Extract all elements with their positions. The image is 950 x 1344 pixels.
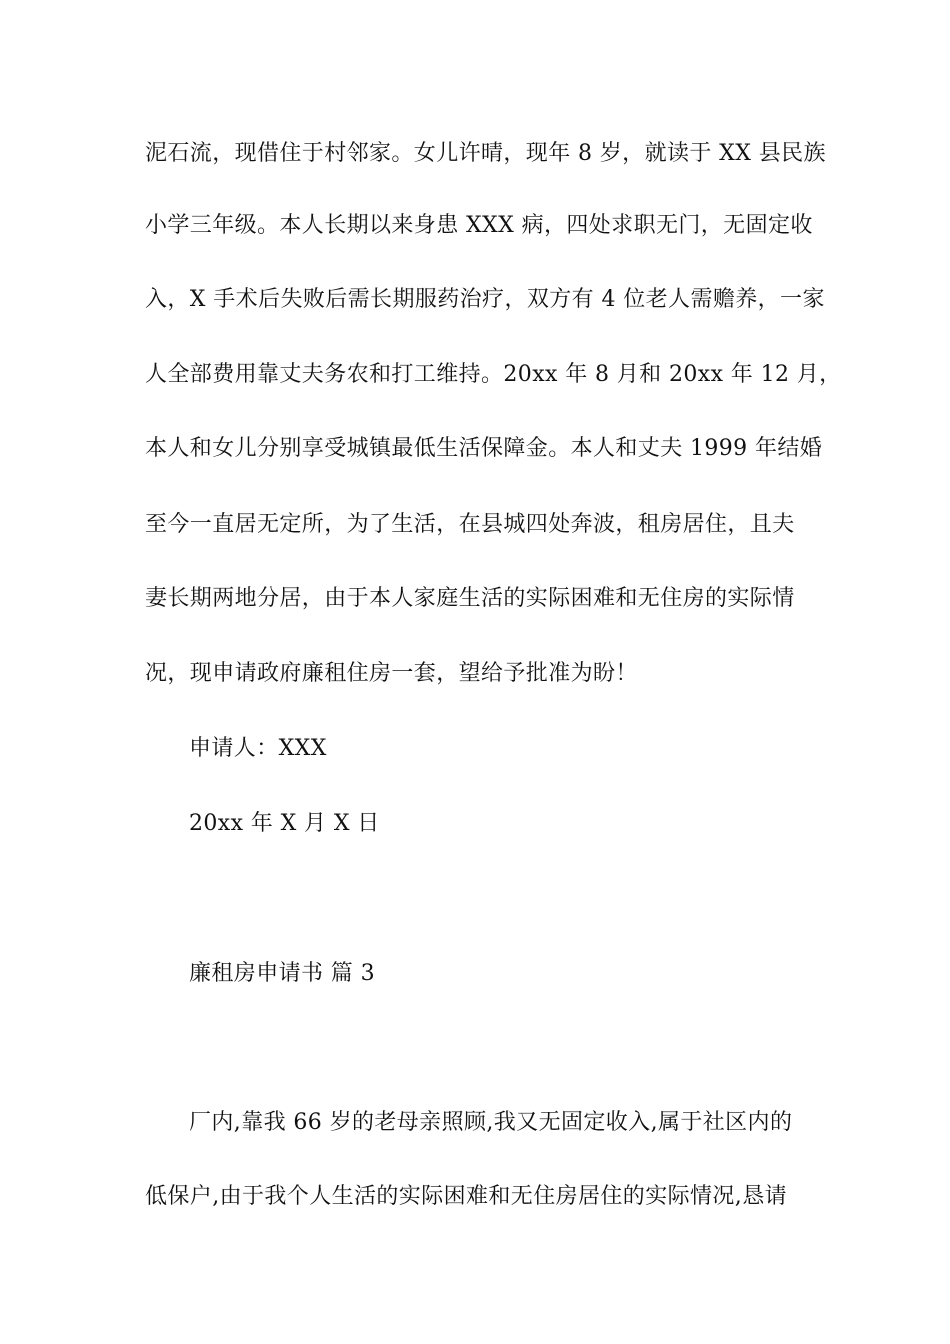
section-heading: 廉租房申请书 篇 3 bbox=[189, 961, 375, 986]
applicant-signature: 申请人：XXX bbox=[189, 736, 327, 761]
paragraph-1-line-2: 小学三年级。本人长期以来身患 XXX 病，四处求职无门，无固定收 bbox=[145, 213, 813, 238]
paragraph-1-line-4: 人全部费用靠丈夫务农和打工维持。20xx 年 8 月和 20xx 年 12 月， bbox=[145, 362, 842, 387]
paragraph-1-line-3: 入，X 手术后失败后需长期服药治疗，双方有 4 位老人需赡养，一家 bbox=[145, 287, 825, 312]
paragraph-1-line-6: 至今一直居无定所，为了生活，在县城四处奔波，租房居住，且夫 bbox=[145, 512, 795, 537]
paragraph-2-line-2: 低保户,由于我个人生活的实际困难和无住房居住的实际情况,恳请 bbox=[145, 1184, 787, 1209]
signature-date: 20xx 年 X 月 X 日 bbox=[189, 811, 380, 836]
paragraph-1-line-5: 本人和女儿分别享受城镇最低生活保障金。本人和丈夫 1999 年结婚 bbox=[145, 436, 823, 461]
paragraph-1-line-8: 况，现申请政府廉租住房一套，望给予批准为盼！ bbox=[145, 661, 638, 686]
paragraph-2-line-1: 厂内,靠我 66 岁的老母亲照顾,我又无固定收入,属于社区内的 bbox=[189, 1110, 793, 1135]
paragraph-1-line-1: 泥石流，现借住于村邻家。女儿许晴，现年 8 岁，就读于 XX 县民族 bbox=[145, 141, 826, 166]
paragraph-1-line-7: 妻长期两地分居，由于本人家庭生活的实际困难和无住房的实际情 bbox=[145, 586, 795, 611]
